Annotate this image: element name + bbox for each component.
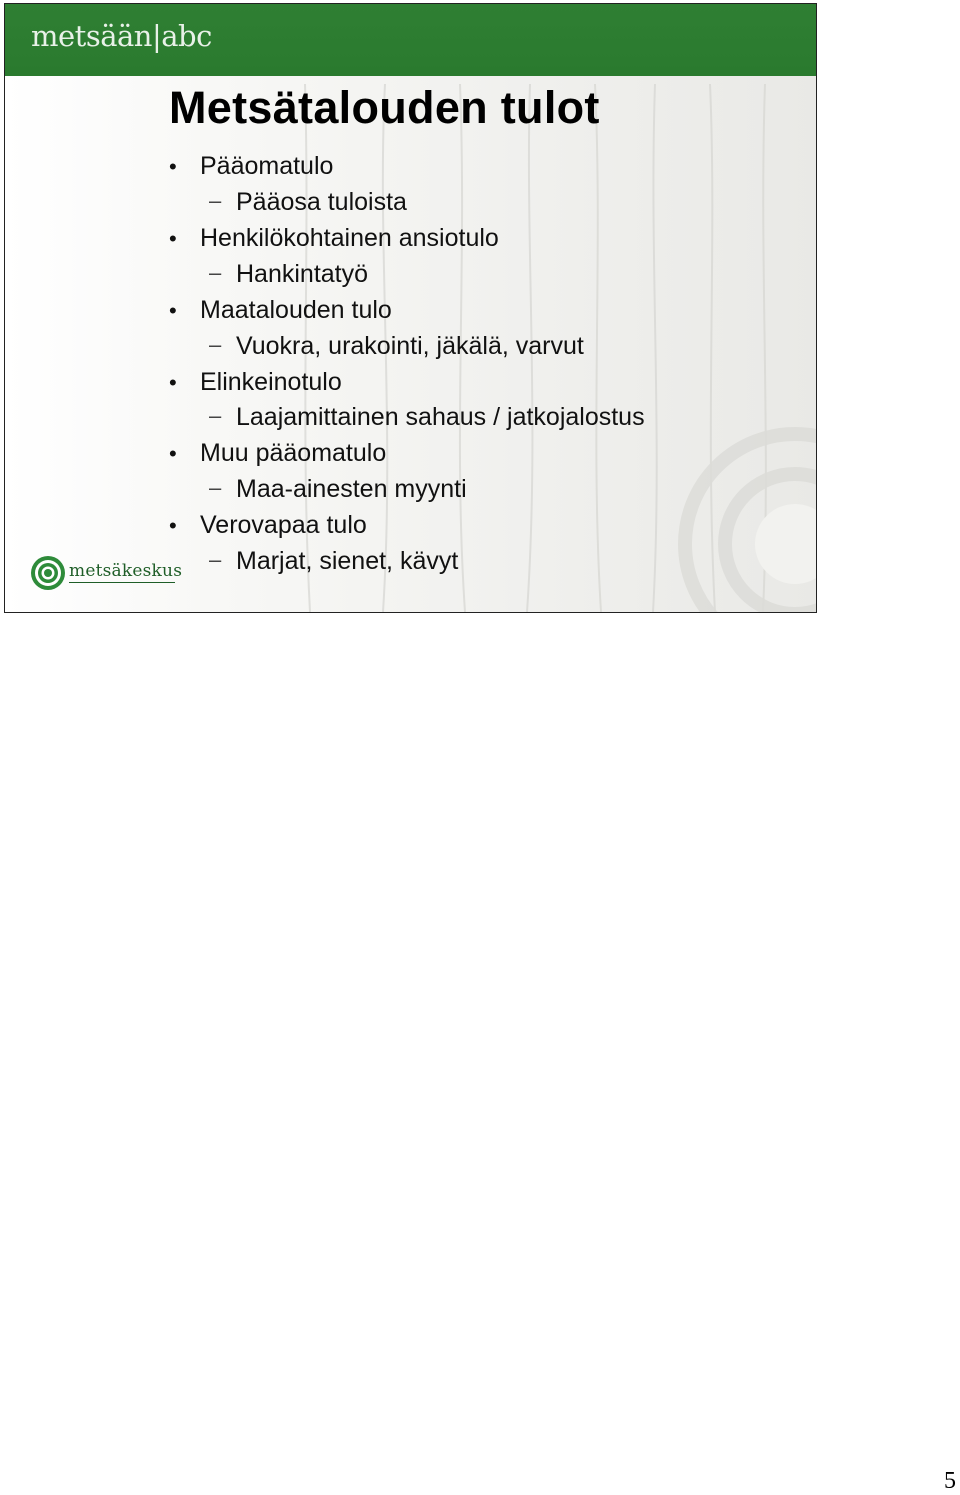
list-item [169, 511, 367, 539]
dash-marker: – [209, 332, 222, 357]
bullet-marker: • [169, 370, 177, 395]
list-item-text: Maatalouden tulo [200, 296, 392, 324]
list-item-text: Henkilökohtainen ansiotulo [200, 224, 499, 252]
list-item-text: Marjat, sienet, kävyt [236, 547, 459, 575]
list-item [209, 260, 369, 288]
list-item [169, 439, 387, 467]
dash-marker: – [209, 547, 222, 572]
bullet-marker: • [169, 513, 177, 538]
list-item-text: Muu pääomatulo [200, 439, 387, 467]
logo-wordmark: metsäkeskus [69, 561, 183, 581]
brand-logo: metsään|abc [31, 19, 212, 53]
metsakeskus-logo [29, 552, 189, 596]
logo-underline [69, 582, 175, 583]
bullet-marker: • [169, 298, 177, 323]
list-item-text: Vuokra, urakointi, jäkälä, varvut [236, 332, 584, 360]
list-item [169, 152, 334, 180]
list-item [209, 547, 459, 575]
bullet-marker: • [169, 154, 177, 179]
list-item [209, 403, 645, 431]
list-item-text: Laajamittainen sahaus / jatkojalostus [236, 403, 645, 431]
list-item [209, 332, 584, 360]
list-item-text: Verovapaa tulo [200, 511, 367, 539]
bullet-list [5, 4, 816, 612]
list-item [169, 368, 342, 396]
list-item-text: Elinkeinotulo [200, 368, 342, 396]
list-item-text: Hankintatyö [236, 260, 369, 288]
dash-marker: – [209, 188, 222, 213]
slide-title: Metsätalouden tulot [169, 82, 600, 133]
slide [4, 3, 817, 613]
list-item [169, 224, 499, 252]
list-item-text: Pääosa tuloista [236, 188, 407, 216]
dash-marker: – [209, 403, 222, 428]
bullet-marker: • [169, 441, 177, 466]
dash-marker: – [209, 260, 222, 285]
list-item-text: Maa-ainesten myynti [236, 475, 467, 503]
page-number: 5 [944, 1468, 956, 1494]
list-item [209, 475, 467, 503]
list-item-text: Pääomatulo [200, 152, 334, 180]
concentric-circles-logo-icon [29, 552, 69, 596]
list-item [169, 296, 392, 324]
list-item [209, 188, 407, 216]
bullet-marker: • [169, 226, 177, 251]
dash-marker: – [209, 475, 222, 500]
